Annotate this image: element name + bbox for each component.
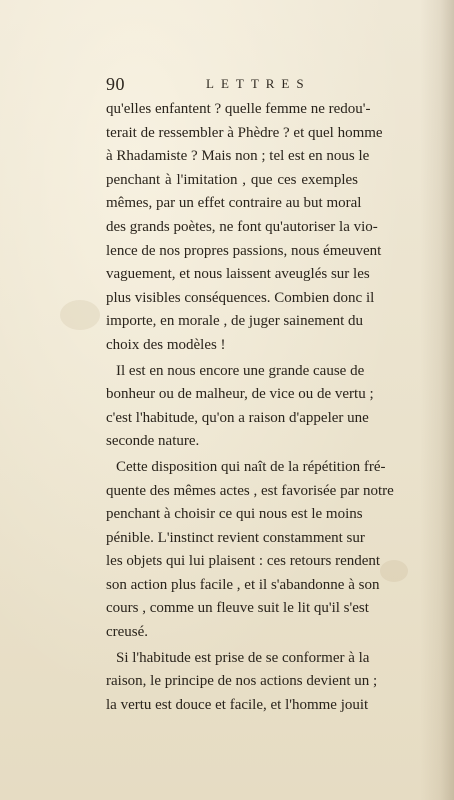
text-line: la vertu est douce et facile, et l'homme jouit	[106, 696, 369, 713]
text-line: raison, le principe de nos actions devient un ;	[106, 673, 378, 690]
text-line: qu'elles enfantent ? quelle femme ne redou'-	[106, 101, 371, 117]
text-line: vaguement, et nous laissent aveuglés sur les	[106, 266, 370, 283]
text-line: pénible. L'instinct revient constamment sur	[106, 529, 365, 546]
text-line: quente des mêmes actes , est favorisée par notre	[106, 482, 394, 499]
text-line: c'est l'habitude, qu'on a raison d'appeler une	[106, 409, 369, 426]
text-line: Si l'habitude est prise de se conformer à la	[116, 649, 370, 666]
running-title: LETTRES	[206, 76, 311, 91]
text-line: plus visibles conséquences. Combien donc il	[106, 289, 375, 306]
text-line: terait de ressembler à Phèdre ? et quel homme	[106, 124, 383, 141]
page-number: 90	[106, 74, 125, 94]
text-line: lence de nos propres passions, nous émeuvent	[106, 242, 382, 259]
body-text	[106, 98, 394, 717]
running-header	[106, 74, 356, 94]
text-line: Il est en nous encore une grande cause de	[116, 362, 365, 379]
text-line: importe, en morale , de juger sainement du	[106, 313, 363, 330]
paragraph	[106, 98, 383, 358]
text-line: des grands poètes, ne font qu'autoriser la vio-	[106, 218, 378, 235]
text-line: les objets qui lui plaisent : ces retours rendent	[106, 553, 381, 570]
text-line: penchant à choisir ce qui nous est le moins	[106, 506, 363, 523]
text-line: creusé.	[106, 624, 149, 641]
paper-stain	[60, 300, 100, 330]
page-gutter-shadow	[420, 0, 454, 800]
text-line: Cette disposition qui naît de la répétition fré-	[116, 458, 386, 475]
paragraph	[106, 360, 374, 454]
text-line: bonheur ou de malheur, de vice ou de vertu ;	[106, 386, 374, 403]
text-line: son action plus facile , et il s'abandonne à son	[106, 576, 380, 593]
text-line: cours , comme un fleuve suit le lit qu'il s'est	[106, 600, 369, 617]
text-line: penchant à l'imitation , que ces exemples	[106, 171, 358, 188]
text-line: à Rhadamiste ? Mais non ; tel est en nous le	[106, 148, 370, 165]
paper-stain	[380, 560, 408, 582]
paragraph	[106, 647, 378, 718]
text-line: seconde nature.	[106, 433, 200, 450]
text-line: choix des modèles !	[106, 336, 226, 353]
text-line: mêmes, par un effet contraire au but moral	[106, 195, 362, 212]
paragraph	[106, 456, 394, 645]
